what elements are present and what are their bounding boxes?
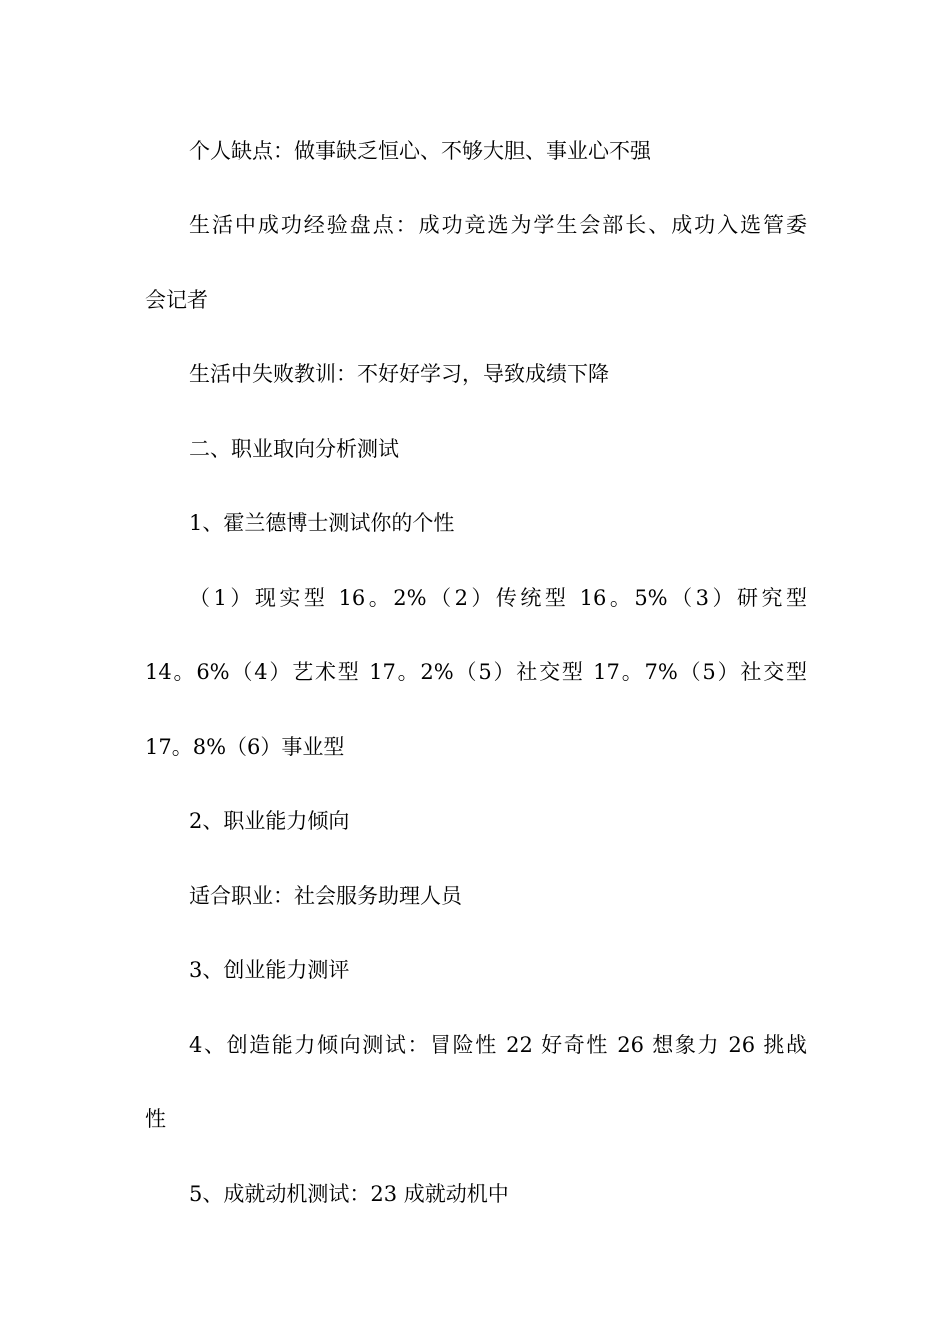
career-aptitude-heading: 2、职业能力倾向 (189, 809, 350, 833)
holland-test-heading: 1、霍兰德博士测试你的个性 (189, 511, 455, 535)
achievement-motivation-line: 5、成就动机测试：23 成就动机中 (189, 1182, 509, 1206)
personal-weakness-line: 个人缺点：做事缺乏恒心、不够大胆、事业心不强 (189, 139, 651, 163)
entrepreneurship-assessment-heading: 3、创业能力测评 (189, 958, 350, 982)
success-experience-line: 生活中成功经验盘点：成功竞选为学生会部长、成功入选管委 (189, 213, 807, 237)
creativity-test-line: 4、创造能力倾向测试：冒险性 22 好奇性 26 想象力 26 挑战 (189, 1033, 807, 1057)
creativity-test-continuation: 性 (145, 1107, 166, 1131)
holland-results-line-3: 17。8%（6）事业型 (145, 735, 345, 759)
suitable-career-line: 适合职业：社会服务助理人员 (189, 884, 462, 908)
holland-results-line-2: 14。6%（4）艺术型 17。2%（5）社交型 17。7%（5）社交型 (145, 660, 807, 684)
holland-results-line-1: （1）现实型 16。2%（2）传统型 16。5%（3）研究型 (189, 586, 807, 610)
failure-lesson-line: 生活中失败教训：不好好学习，导致成绩下降 (189, 362, 609, 386)
success-experience-continuation: 会记者 (145, 288, 208, 312)
section-heading-career-orientation: 二、职业取向分析测试 (189, 437, 399, 461)
